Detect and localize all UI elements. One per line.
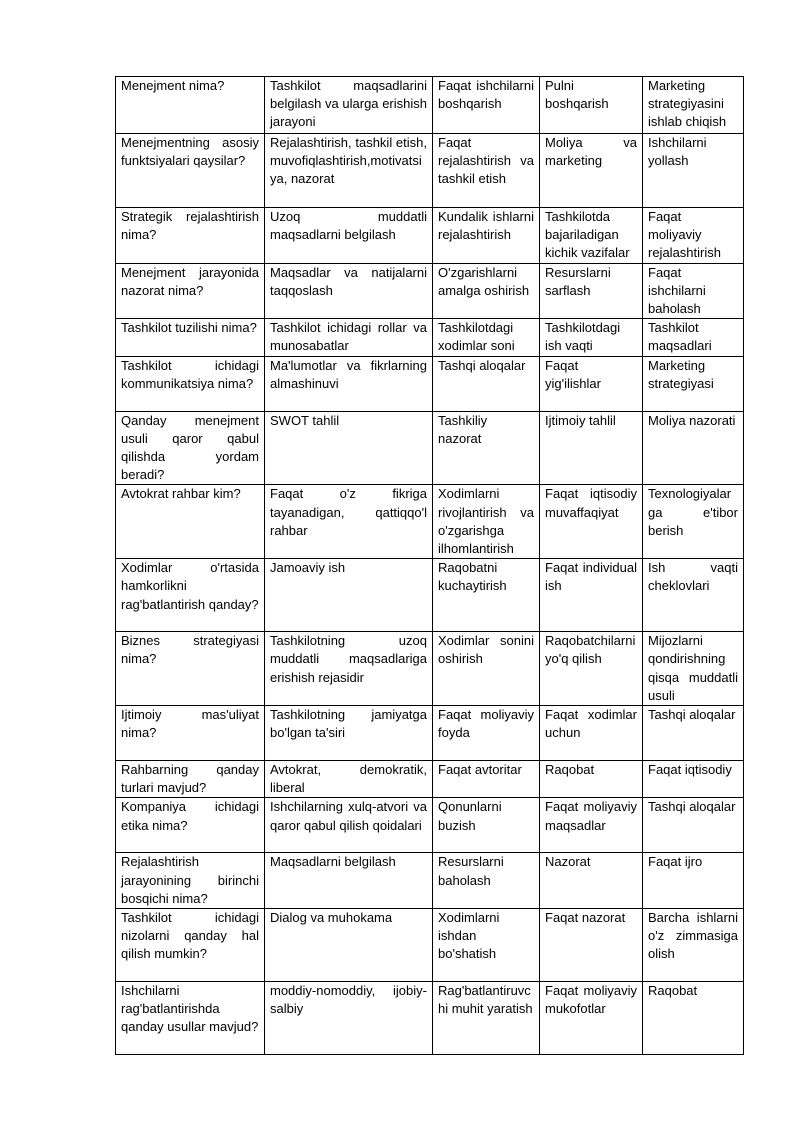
answer-d-cell: Marketing strategiyasi: [643, 356, 744, 411]
answer-a-cell: Avtokrat, demokratik, liberal: [265, 761, 433, 798]
answer-d-cell: Ish vaqti cheklovlari: [643, 559, 744, 632]
answer-b-cell: Raqobatni kuchaytirish: [433, 559, 540, 632]
answer-a-cell: Maqsadlarni belgilash: [265, 853, 433, 909]
answer-b-cell: Qonunlarni buzish: [433, 798, 540, 853]
answer-b-cell: Xodimlarni ishdan bo'shatish: [433, 909, 540, 982]
answer-d-cell: Ishchilarni yollash: [643, 134, 744, 208]
answer-c-cell: Faqat yig'ilishlar: [540, 356, 643, 411]
quiz-table: [115, 76, 744, 1055]
answer-c-cell: Raqobat: [540, 761, 643, 798]
answer-c-cell: Faqat nazorat: [540, 909, 643, 982]
answer-d-cell: Tashqi aloqalar: [643, 798, 744, 853]
table-row: [116, 706, 744, 761]
answer-b-cell: Tashkilotdagi xodimlar soni: [433, 319, 540, 356]
question-cell: Tashkilot ichidagi nizolarni qanday hal qilish mumkin?: [116, 909, 265, 982]
answer-b-cell: Resurslarni baholash: [433, 853, 540, 909]
question-cell: Biznes strategiyasi nima?: [116, 632, 265, 706]
answer-b-cell: O'zgarishlarni amalga oshirish: [433, 263, 540, 319]
answer-c-cell: Faqat individual ish: [540, 559, 643, 632]
answer-b-cell: Faqat rejalashtirish va tashkil etish: [433, 134, 540, 208]
answer-a-cell: Ishchilarning xulq-atvori va qaror qabul qilish qoidalari: [265, 798, 433, 853]
table-row: [116, 909, 744, 982]
answer-a-cell: Tashkilotning jamiyatga bo'lgan ta'siri: [265, 706, 433, 761]
question-cell: Ishchilarni rag'batlantirishda qanday usullar mavjud?: [116, 982, 265, 1055]
table-row: [116, 134, 744, 208]
table-row: [116, 319, 744, 356]
answer-a-cell: Ma'lumotlar va fikrlarning almashinuvi: [265, 356, 433, 411]
answer-a-cell: Rejalashtirish, tashkil etish, muvofiqlashtirish,motivatsiya, nazorat: [265, 134, 433, 208]
answer-d-cell: Raqobat: [643, 982, 744, 1055]
question-cell: Menejment jarayonida nazorat nima?: [116, 263, 265, 319]
question-cell: Rahbarning qanday turlari mavjud?: [116, 761, 265, 798]
table-row: [116, 263, 744, 319]
answer-d-cell: Faqat ijro: [643, 853, 744, 909]
table-row: [116, 485, 744, 559]
answer-c-cell: Resurslarni sarflash: [540, 263, 643, 319]
question-cell: Ijtimoiy mas'uliyat nima?: [116, 706, 265, 761]
question-cell: Tashkilot ichidagi kommunikatsiya nima?: [116, 356, 265, 411]
table-row: [116, 982, 744, 1055]
table-row: [116, 77, 744, 134]
answer-a-cell: Jamoaviy ish: [265, 559, 433, 632]
answer-c-cell: Ijtimoiy tahlil: [540, 411, 643, 485]
answer-a-cell: Faqat o'z fikriga tayanadigan, qattiqqo'l rahbar: [265, 485, 433, 559]
answer-d-cell: Texnologiyalarga e'tibor berish: [643, 485, 744, 559]
answer-b-cell: Faqat ishchilarni boshqarish: [433, 77, 540, 134]
answer-a-cell: Tashkilot ichidagi rollar va munosabatlar: [265, 319, 433, 356]
answer-d-cell: Tashqi aloqalar: [643, 706, 744, 761]
answer-a-cell: Tashkilot maqsadlarini belgilash va ularga erishish jarayoni: [265, 77, 433, 134]
answer-d-cell: Marketing strategiyasini ishlab chiqish: [643, 77, 744, 134]
answer-c-cell: Moliya va marketing: [540, 134, 643, 208]
answer-d-cell: Tashkilot maqsadlari: [643, 319, 744, 356]
answer-c-cell: Tashkilotda bajariladigan kichik vazifalar: [540, 208, 643, 264]
table-row: [116, 208, 744, 264]
answer-d-cell: Faqat ishchilarni baholash: [643, 263, 744, 319]
answer-c-cell: Raqobatchilarni yo'q qilish: [540, 632, 643, 706]
answer-b-cell: Xodimlarni rivojlantirish va o'zgarishga ilhomlantirish: [433, 485, 540, 559]
answer-c-cell: Faqat moliyaviy maqsadlar: [540, 798, 643, 853]
question-cell: Strategik rejalashtirish nima?: [116, 208, 265, 264]
table-row: [116, 853, 744, 909]
table-row: [116, 356, 744, 411]
answer-b-cell: Faqat moliyaviy foyda: [433, 706, 540, 761]
question-cell: Avtokrat rahbar kim?: [116, 485, 265, 559]
answer-c-cell: Tashkilotdagi ish vaqti: [540, 319, 643, 356]
answer-a-cell: Dialog va muhokama: [265, 909, 433, 982]
answer-c-cell: Faqat iqtisodiy muvaffaqiyat: [540, 485, 643, 559]
answer-c-cell: Nazorat: [540, 853, 643, 909]
answer-a-cell: Uzoq muddatli maqsadlarni belgilash: [265, 208, 433, 264]
table-row: [116, 411, 744, 485]
answer-b-cell: Tashkiliy nazorat: [433, 411, 540, 485]
answer-d-cell: Mijozlarni qondirishning qisqa muddatli usuli: [643, 632, 744, 706]
table-row: [116, 798, 744, 853]
question-cell: Qanday menejment usuli qaror qabul qilishda yordam beradi?: [116, 411, 265, 485]
answer-a-cell: moddiy-nomoddiy, ijobiy-salbiy: [265, 982, 433, 1055]
table-row: [116, 559, 744, 632]
question-cell: Rejalashtirish jarayonining birinchi bosqichi nima?: [116, 853, 265, 909]
answer-a-cell: SWOT tahlil: [265, 411, 433, 485]
answer-d-cell: Moliya nazorati: [643, 411, 744, 485]
answer-b-cell: Faqat avtoritar: [433, 761, 540, 798]
answer-c-cell: Pulni boshqarish: [540, 77, 643, 134]
question-cell: Xodimlar o'rtasida hamkorlikni rag'batlantirish qanday?: [116, 559, 265, 632]
answer-a-cell: Tashkilotning uzoq muddatli maqsadlariga erishish rejasidir: [265, 632, 433, 706]
answer-d-cell: Faqat iqtisodiy: [643, 761, 744, 798]
question-cell: Kompaniya ichidagi etika nima?: [116, 798, 265, 853]
answer-b-cell: Rag'batlantiruvchi muhit yaratish: [433, 982, 540, 1055]
table-row: [116, 761, 744, 798]
answer-d-cell: Barcha ishlarni o'z zimmasiga olish: [643, 909, 744, 982]
answer-b-cell: Tashqi aloqalar: [433, 356, 540, 411]
answer-a-cell: Maqsadlar va natijalarni taqqoslash: [265, 263, 433, 319]
answer-d-cell: Faqat moliyaviy rejalashtirish: [643, 208, 744, 264]
question-cell: Tashkilot tuzilishi nima?: [116, 319, 265, 356]
question-cell: Menejmentning asosiy funktsiyalari qaysilar?: [116, 134, 265, 208]
table-row: [116, 632, 744, 706]
answer-b-cell: Xodimlar sonini oshirish: [433, 632, 540, 706]
answer-c-cell: Faqat xodimlar uchun: [540, 706, 643, 761]
answer-b-cell: Kundalik ishlarni rejalashtirish: [433, 208, 540, 264]
question-cell: Menejment nima?: [116, 77, 265, 134]
answer-c-cell: Faqat moliyaviy mukofotlar: [540, 982, 643, 1055]
